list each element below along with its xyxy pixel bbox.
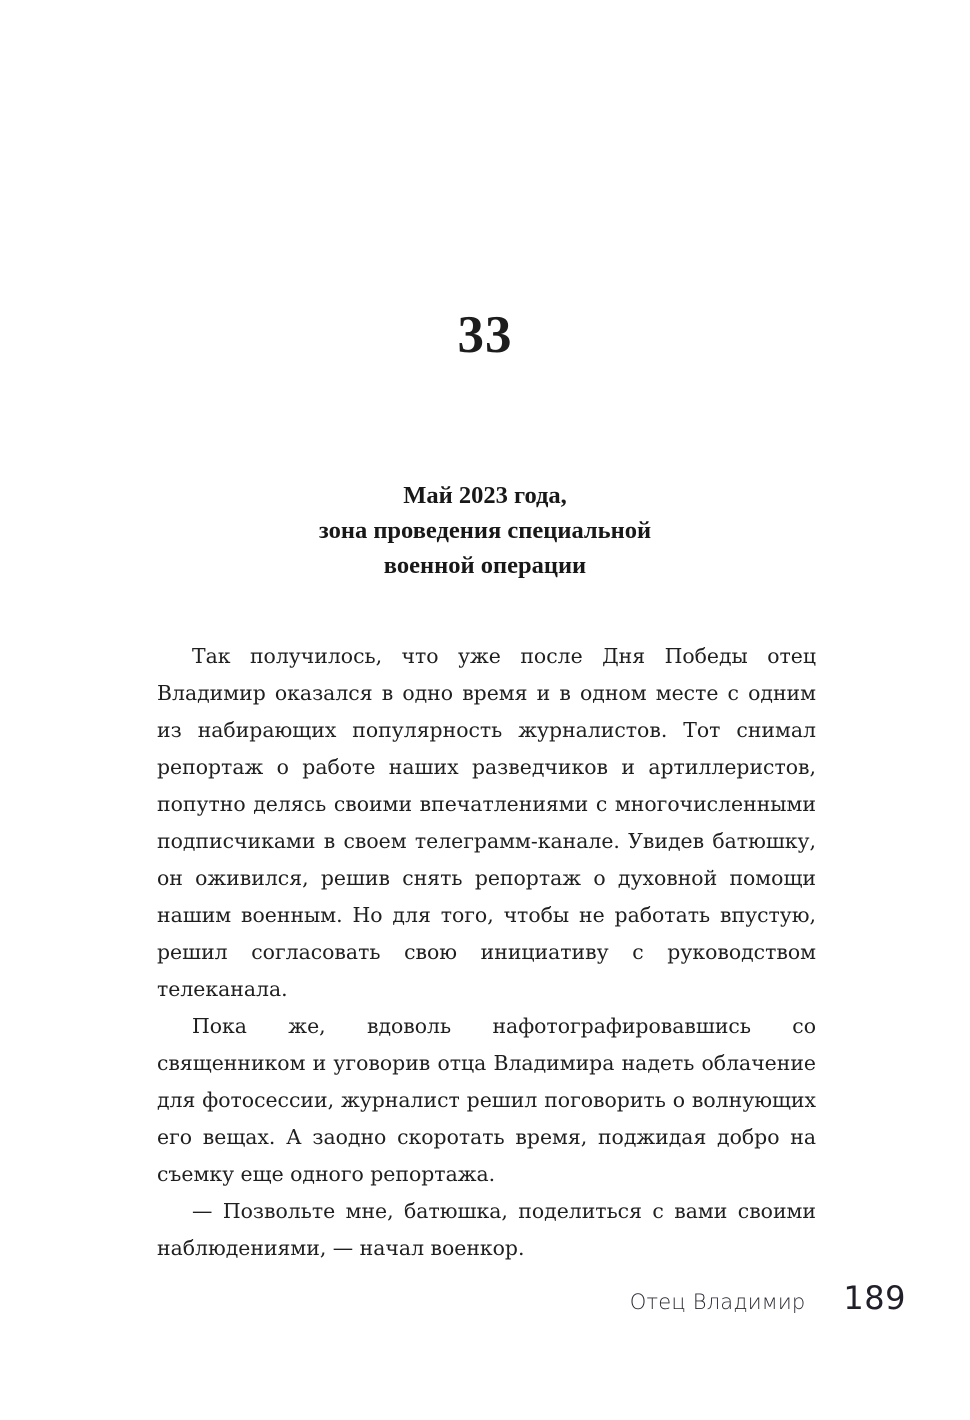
body-paragraph-dialogue: — Позвольте мне, батюшка, поделиться с вами своими наблюдениями, — начал военкор. xyxy=(157,1199,816,1260)
body-paragraph: Пока же, вдоволь нафотографировавшись со священником и уговорив отца Владимира надеть облачение для фотосессии, журналист решил поговорить о волнующих его вещах. А заодно скоротать время, поджидая добро на съемку еще одного репортажа. xyxy=(157,1014,816,1186)
chapter-subtitle-line-1: Май 2023 года, xyxy=(403,482,567,509)
page-footer xyxy=(157,1279,906,1325)
chapter-number: 33 xyxy=(457,306,513,364)
page-number: 189 xyxy=(843,1279,906,1317)
running-head: Отец Владимир xyxy=(629,1290,806,1314)
body-text xyxy=(157,638,816,1267)
chapter-subtitle xyxy=(0,478,970,583)
chapter-subtitle-line-2: зона проведения специальной xyxy=(318,517,652,544)
chapter-subtitle-line-3: военной операции xyxy=(383,552,587,579)
body-paragraph: Так получилось, что уже после Дня Победы отец Владимир оказался в одно время и в одном месте с одним из набирающих популярность журналистов. Тот снимал репортаж о работе наших разведчиков и артиллеристов, попутно делясь своими впечатлениями с многочисленными подписчиками в своем телеграмм-канале. Увидев батюшку, он оживился, решив снять репортаж о духовной помощи нашим военным. Но для того, чтобы не работать впустую, решил согласовать свою инициативу с руководством телеканала. xyxy=(157,644,816,1001)
